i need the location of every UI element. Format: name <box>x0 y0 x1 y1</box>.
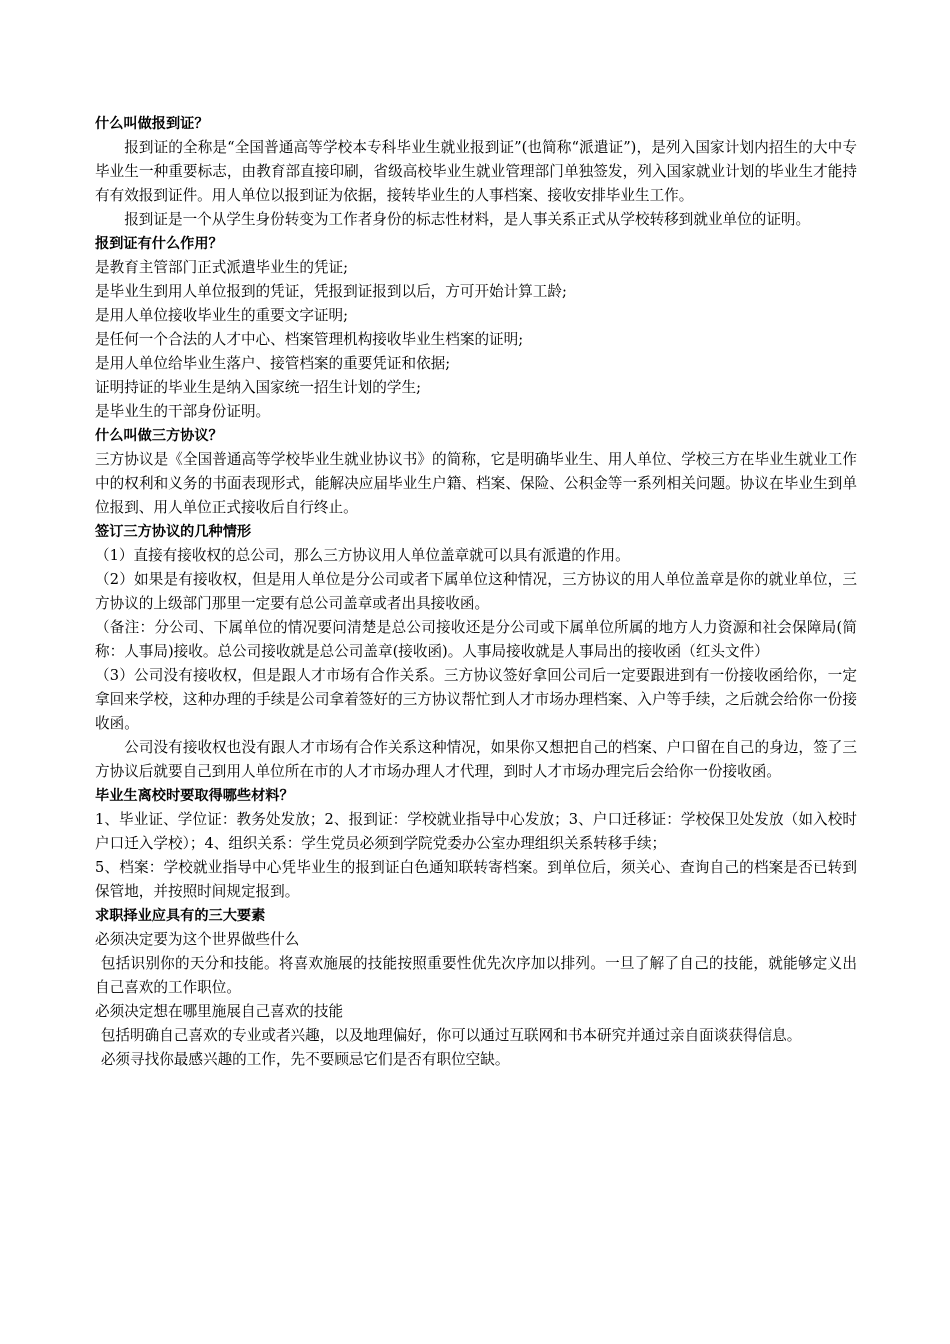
paragraph: 1、毕业证、学位证：教务处发放；2、报到证：学校就业指导中心发放；3、户口迁移证：学校保卫处发放（如入校时户口迁入学校）；4、组织关系：学生党员必须到学院党委办公室办理组织关系转移手续； <box>95 811 857 852</box>
paragraph: 必须决定要为这个世界做些什么 <box>95 931 300 948</box>
paragraph: （备注：分公司、下属单位的情况要问清楚是总公司接收还是分公司或下属单位所属的地方人力资源和社会保障局(简称：人事局)接收。总公司接收就是总公司盖章(接收函)。人事局接收就是人事局出的接收函（红头文件） <box>95 619 857 660</box>
section-heading-job-elements: 求职择业应具有的三大要素 <box>95 908 266 924</box>
paragraph: 三方协议是《全国普通高等学校毕业生就业协议书》的简称，它是明确毕业生、用人单位、学校三方在毕业生就业工作中的权利和义务的书面表现形式，能解决应届毕业生户籍、档案、保险、公积金等一系列相关问题。协议在毕业生到单位报到、用人单位正式接收后自行终止。 <box>95 451 857 516</box>
section-heading-agreement-cases: 签订三方协议的几种情形 <box>95 524 252 540</box>
section-heading-report-card-purpose: 报到证有什么作用？ <box>95 236 223 252</box>
section-heading-report-card: 什么叫做报到证？ <box>95 116 209 132</box>
section-heading-tripartite-agreement: 什么叫做三方协议？ <box>95 428 223 444</box>
list-item: 是任何一个合法的人才中心、档案管理机构接收毕业生档案的证明; <box>95 331 524 348</box>
list-item: 是毕业生的干部身份证明。 <box>95 403 271 420</box>
paragraph: 必须决定想在哪里施展自己喜欢的技能 <box>95 1003 344 1020</box>
document-body <box>95 112 857 1072</box>
paragraph: （2）如果是有接收权，但是用人单位是分公司或者下属单位这种情况，三方协议的用人单位盖章是你的就业单位，三方协议的上级部门那里一定要有总公司盖章或者出具接收函。 <box>95 571 857 612</box>
paragraph: （1）直接有接收权的总公司，那么三方协议用人单位盖章就可以具有派遣的作用。 <box>95 547 630 564</box>
list-item: 是毕业生到用人单位报到的凭证，凭报到证报到以后，方可开始计算工龄; <box>95 283 567 300</box>
paragraph: 公司没有接收权也没有跟人才市场有合作关系这种情况，如果你又想把自己的档案、户口留在自己的身边，签了三方协议后就要自己到用人单位所在市的人才市场办理人才代理，到时人才市场办理完后会给你一份接收函。 <box>95 739 857 780</box>
paragraph: （3）公司没有接收权，但是跟人才市场有合作关系。三方协议签好拿回公司后一定要跟进到有一份接收函给你，一定拿回来学校，这种办理的手续是公司拿着签好的三方协议帮忙到人才市场办理档案、入户等手续，之后就会给你一份接收函。 <box>95 667 857 732</box>
list-item: 证明持证的毕业生是纳入国家统一招生计划的学生; <box>95 379 421 396</box>
paragraph: 包括识别你的天分和技能。将喜欢施展的技能按照重要性优先次序加以排列。一旦了解了自己的技能，就能够定义出自己喜欢的工作职位。 <box>95 955 857 996</box>
paragraph: 必须寻找你最感兴趣的工作，先不要顾忌它们是否有职位空缺。 <box>100 1051 510 1068</box>
section-heading-graduation-materials: 毕业生离校时要取得哪些材料？ <box>95 788 294 804</box>
paragraph: 包括明确自己喜欢的专业或者兴趣，以及地理偏好，你可以通过互联网和书本研究并通过亲自面谈获得信息。 <box>100 1027 802 1044</box>
paragraph: 5、档案：学校就业指导中心凭毕业生的报到证白色通知联转寄档案。到单位后，须关心、查询自己的档案是否已转到保管地，并按照时间规定报到。 <box>95 859 857 900</box>
paragraph: 报到证是一个从学生身份转变为工作者身份的标志性材料，是人事关系正式从学校转移到就业单位的证明。 <box>124 211 811 228</box>
list-item: 是教育主管部门正式派遣毕业生的凭证; <box>95 259 349 276</box>
paragraph: 报到证的全称是“全国普通高等学校本专科毕业生就业报到证”(也简称“派遣证”)，是列入国家计划内招生的大中专毕业生一种重要标志，由教育部直接印刷，省级高校毕业生就业管理部门单独签发，列入国家就业计划的毕业生才能持有有效报到证件。用人单位以报到证为依据，接转毕业生的人事档案、接收安排毕业生工作。 <box>95 139 857 204</box>
list-item: 是用人单位给毕业生落户、接管档案的重要凭证和依据; <box>95 355 451 372</box>
list-item: 是用人单位接收毕业生的重要文字证明; <box>95 307 349 324</box>
